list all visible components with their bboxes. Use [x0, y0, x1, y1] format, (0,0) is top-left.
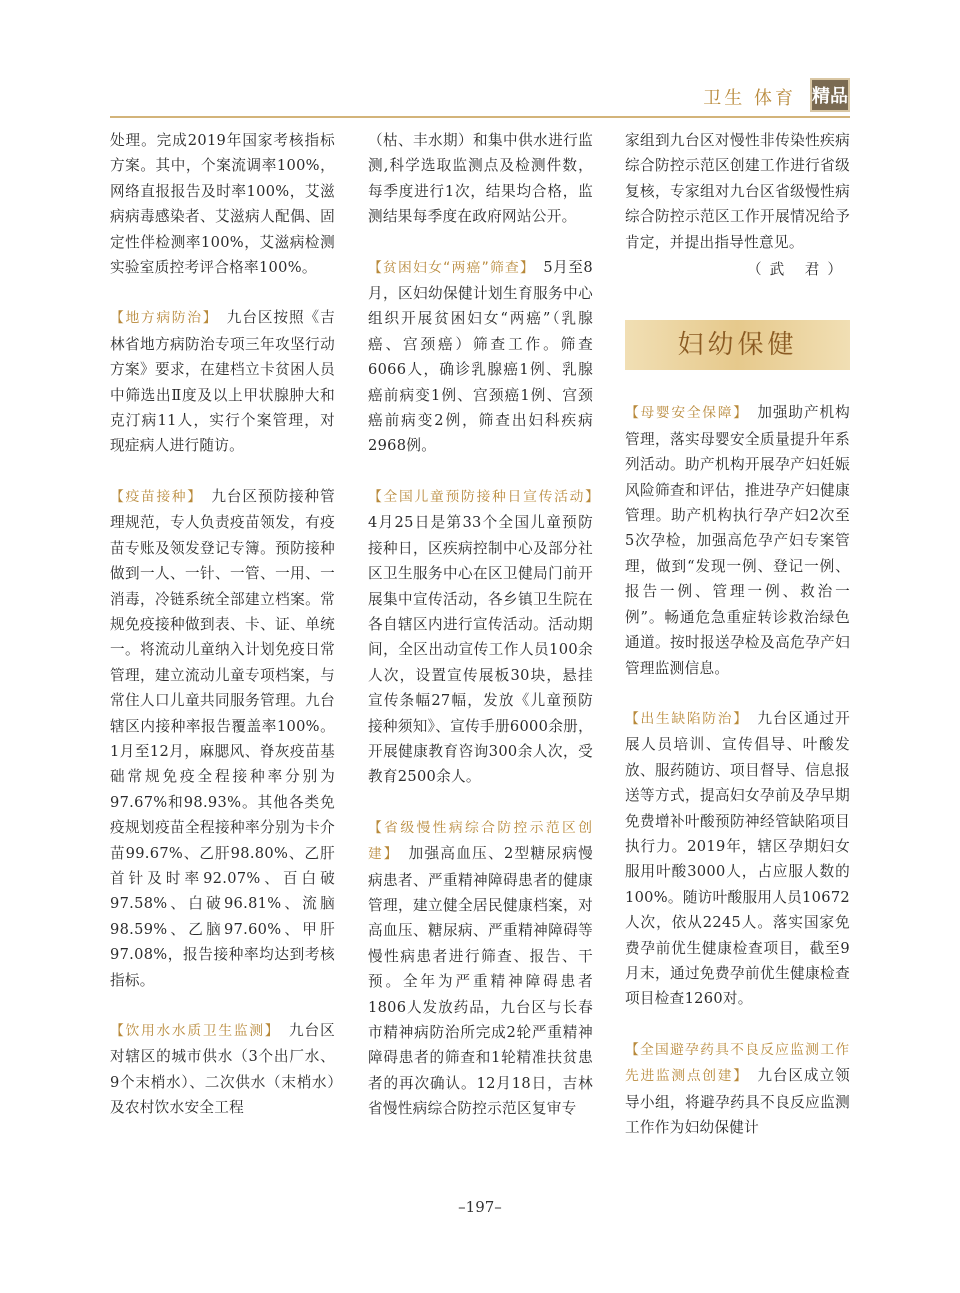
column-2 — [368, 128, 593, 1122]
jingpin-logo: 精品 — [810, 78, 850, 112]
section-heading: 【全国儿童预防接种日宣传活动】 — [368, 488, 593, 505]
section-heading: 【饮用水水质卫生监测】 — [110, 1023, 274, 1039]
column-3 — [625, 128, 850, 1140]
paragraph: 【饮用水水质卫生监测】 九台区对辖区的城市供水（3个出厂水、9个末梢水）、二次供水（末梢水）及农村饮水安全工程 — [110, 1022, 335, 1117]
paragraph: 【贫困妇女“两癌”筛查】 5月至8月，区妇幼保健计划生育服务中心组织开展贫困妇女“两癌”（乳腺癌、宫颈癌）筛查工作。筛查6066人，确诊乳腺癌1例、乳腺癌前病变1例、宫颈癌1例、宫颈癌前病变2例，筛查出妇科疾病2968例。 — [368, 258, 593, 455]
section-heading: 【贫困妇女“两癌”筛查】 — [368, 259, 529, 276]
paragraph: （枯、丰水期）和集中供水进行监测,科学选取监测点及检测件数，每季度进行1次，结果均合格，监测结果每季度在政府网站公开。 — [368, 132, 593, 226]
section-heading: 【出生缺陷防治】 — [625, 710, 742, 727]
paragraph: 【全国避孕药具不良反应监测工作先进监测点创建】 九台区成立领导小组，将避孕药具不良反应监测工作作为妇幼保健计 — [625, 1041, 850, 1136]
running-header — [700, 78, 850, 114]
section-heading: 【母婴安全保障】 — [625, 405, 742, 422]
paragraph: 【全国儿童预防接种日宣传活动】 4月25日是第33个全国儿童预防接种日，区疾病控制中心及部分社区卫生服务中心在区卫健局门前开展集中宣传活动，各乡镇卫生院在各自辖区内进行宣传活动。活动期间，全区出动宣传工作人员100余人次，设置宣传展板30块，悬挂宣传条幅27幅，发放《儿童预防接种须知》、宣传手册6000余册，开展健康教育咨询300余人次，受教育2500余人。 — [368, 488, 593, 786]
page-number: –197– — [458, 1198, 502, 1216]
paragraph: 家组到九台区对慢性非传染性疾病综合防控示范区创建工作进行省级复核，专家组对九台区省级慢性病综合防控示范区工作开展情况给予肯定，并提出指导性意见。 — [625, 132, 850, 251]
section-banner-title: 妇幼保健 — [625, 320, 850, 370]
paragraph: 【省级慢性病综合防控示范区创建】 加强高血压、2型糖尿病慢病患者、严重精神障碍患者的健康管理，建立健全居民健康档案，对高血压、糖尿病、严重精神障碍等慢性病患者进行筛查、报告、干预。全年为严重精神障碍患者1806人发放药品，九台区与长春市精神病防治所完成2轮严重精神障碍患者的筛查和1轮精准扶贫患者的再次确认。12月18日，吉林省慢性病综合防控示范区复审专 — [368, 819, 594, 1118]
paragraph: 【母婴安全保障】 加强助产机构管理，落实母婴安全质量提升年系列活动。助产机构开展孕产妇妊娠风险筛查和评估，推进孕产妇健康管理。助产机构执行孕产妇2次至5次孕检，加强高危孕产妇专案管理，做到“发现一例、登记一例、报告一例、管理一例、救治一例”。畅通危急重症转诊救治绿色通道。按时报送孕检及高危孕产妇管理监测信息。 — [625, 404, 850, 677]
section-heading: 【全国避孕药具不良反应监测工作先进监测点创建】 — [625, 1041, 850, 1085]
column-1 — [110, 128, 335, 1121]
section-heading: 【疫苗接种】 — [110, 488, 196, 505]
section-header-title: 卫生 体育 — [703, 88, 796, 109]
section-heading: 【地方病防治】 — [110, 310, 212, 327]
paragraph: 【疫苗接种】 九台区预防接种管理规范，专人负责疫苗领发，有疫苗专账及领发登记专簿。预防接种做到一人、一针、一管、一用、一消毒，冷链系统全部建立档案。常规免疫接种做到表、卡、证、单统一。将流动儿童纳入计划免疫日常管理，建立流动儿童专项档案，与常住人口儿童共同服务管理。九台辖区内接种率报告覆盖率100%。1月至12月，麻腮风、脊灰疫苗基础常规免疫全程接种率分别为97.67%和98.93%。其他各类免疫规划疫苗全程接种率分别为卡介苗99.67%、乙肝98.80%、乙肝首针及时率92.07%、百白破97.58%、白破96.81%、流脑98.59%、乙脑97.60%、甲肝97.08%，报告接种率均达到考核指标。 — [110, 487, 335, 989]
paragraph: 处理。完成2019年国家考核指标方案。其中，个案流调率100%，网络直报报告及时率100%，艾滋病病毒感染者、艾滋病人配偶、固定性伴检测率100%，艾滋病检测实验室质控考评合格率100%。 — [110, 132, 335, 277]
section-heading: 【省级慢性病综合防控示范区创建】 — [368, 819, 593, 863]
header-rule — [110, 116, 850, 118]
paragraph: 【地方病防治】 九台区按照《吉林省地方病防治专项三年攻坚行动方案》要求，在建档立卡贫困人员中筛选出Ⅱ度及以上甲状腺肿大和克汀病11人，实行个案管理，对现症病人进行随访。 — [110, 309, 335, 455]
paragraph: 【出生缺陷防治】 九台区通过开展人员培训、宣传倡导、叶酸发放、服药随访、项目督导、信息报送等方式，提高妇女孕前及孕早期免费增补叶酸预防神经管缺陷项目执行力。2019年，辖区孕期妇女服用叶酸3000人，占应服人数的100%。随访叶酸服用人员10672人次，依从2245人。落实国家免费孕前优生健康检查项目，截至9月末，通过免费孕前优生健康检查项目检查1260对。 — [625, 709, 850, 1008]
author-credit: （武 君） — [746, 261, 850, 279]
